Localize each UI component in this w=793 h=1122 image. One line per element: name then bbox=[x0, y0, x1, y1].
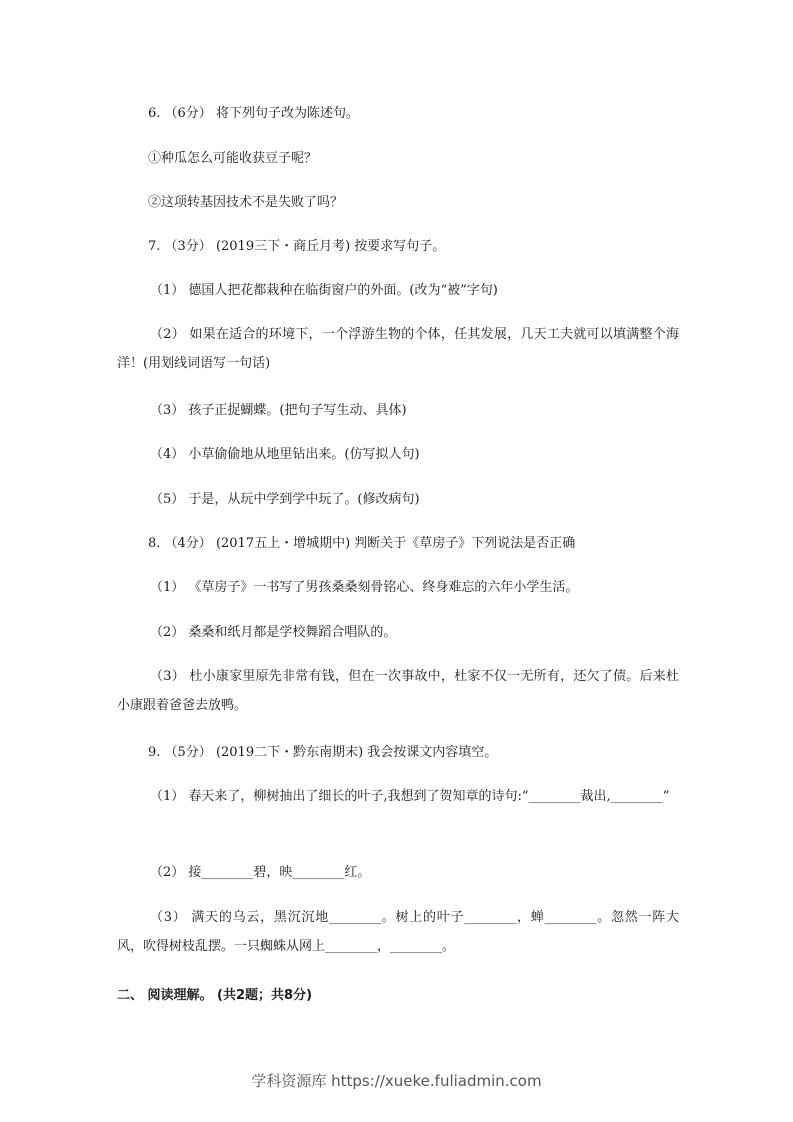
question-6-item-2: ②这项转基因技术不是失败了吗？ bbox=[148, 195, 344, 210]
question-9-item-1: （1） 春天来了，柳树抽出了细长的叶子,我想到了贺知章的诗句:“________裁出,________” bbox=[150, 789, 670, 804]
question-9-header: 9. （5分） (2019二下・黔东南期末) 我会按课文内容填空。 bbox=[148, 745, 498, 760]
question-7-item-2: （2） 如果在适合的环境下，一个浮游生物的个体，任其发展，几天工夫就可以填满整个海洋！(用划线词语写一句话) bbox=[117, 327, 679, 371]
question-7-item-4: （4） 小草偷偷地从地里钻出来。(仿写拟人句) bbox=[150, 447, 420, 462]
section-heading: 二、 阅读理解。 (共2题；共8分) bbox=[117, 988, 313, 1003]
question-7-item-1: （1） 德国人把花都栽种在临街窗户的外面。(改为“被”字句) bbox=[150, 283, 498, 298]
question-6-header: 6. （6分） 将下列句子改为陈述句。 bbox=[148, 106, 359, 121]
question-8-header: 8. （4分） (2017五上・增城期中) 判断关于《草房子》下列说法是否正确 bbox=[148, 536, 576, 551]
question-9-item-3: （3） 满天的乌云，黑沉沉地________。树上的叶子________，蝉________。忽然一阵大风，吹得树枝乱摆。一只蜘蛛从网上________，________。 bbox=[117, 910, 679, 954]
question-8-item-2: （2） 桑桑和纸月都是学校舞蹈合唱队的。 bbox=[150, 625, 397, 640]
question-9-item-2: （2） 接________碧，映________红。 bbox=[150, 865, 371, 880]
question-7-item-3: （3） 孩子正捉蝴蝶。(把句子写生动、具体) bbox=[150, 403, 407, 418]
question-8-item-3: （3） 杜小康家里原先非常有钱，但在一次事故中，杜家不仅一无所有，还欠了债。后来杜小康跟着爸爸去放鸭。 bbox=[117, 669, 679, 713]
page-footer: 学科资源库 https://xueke.fuliadmin.com bbox=[251, 1072, 542, 1090]
question-7-item-5: （5） 于是，从玩中学到学中玩了。(修改病句) bbox=[150, 492, 420, 507]
question-7-header: 7. （3分） (2019三下・商丘月考) 按要求写句子。 bbox=[148, 239, 446, 254]
question-8-item-1: （1） 《草房子》一书写了男孩桑桑刻骨铭心、终身难忘的六年小学生活。 bbox=[150, 580, 579, 595]
question-6-item-1: ①种瓜怎么可能收获豆子呢？ bbox=[148, 151, 318, 166]
